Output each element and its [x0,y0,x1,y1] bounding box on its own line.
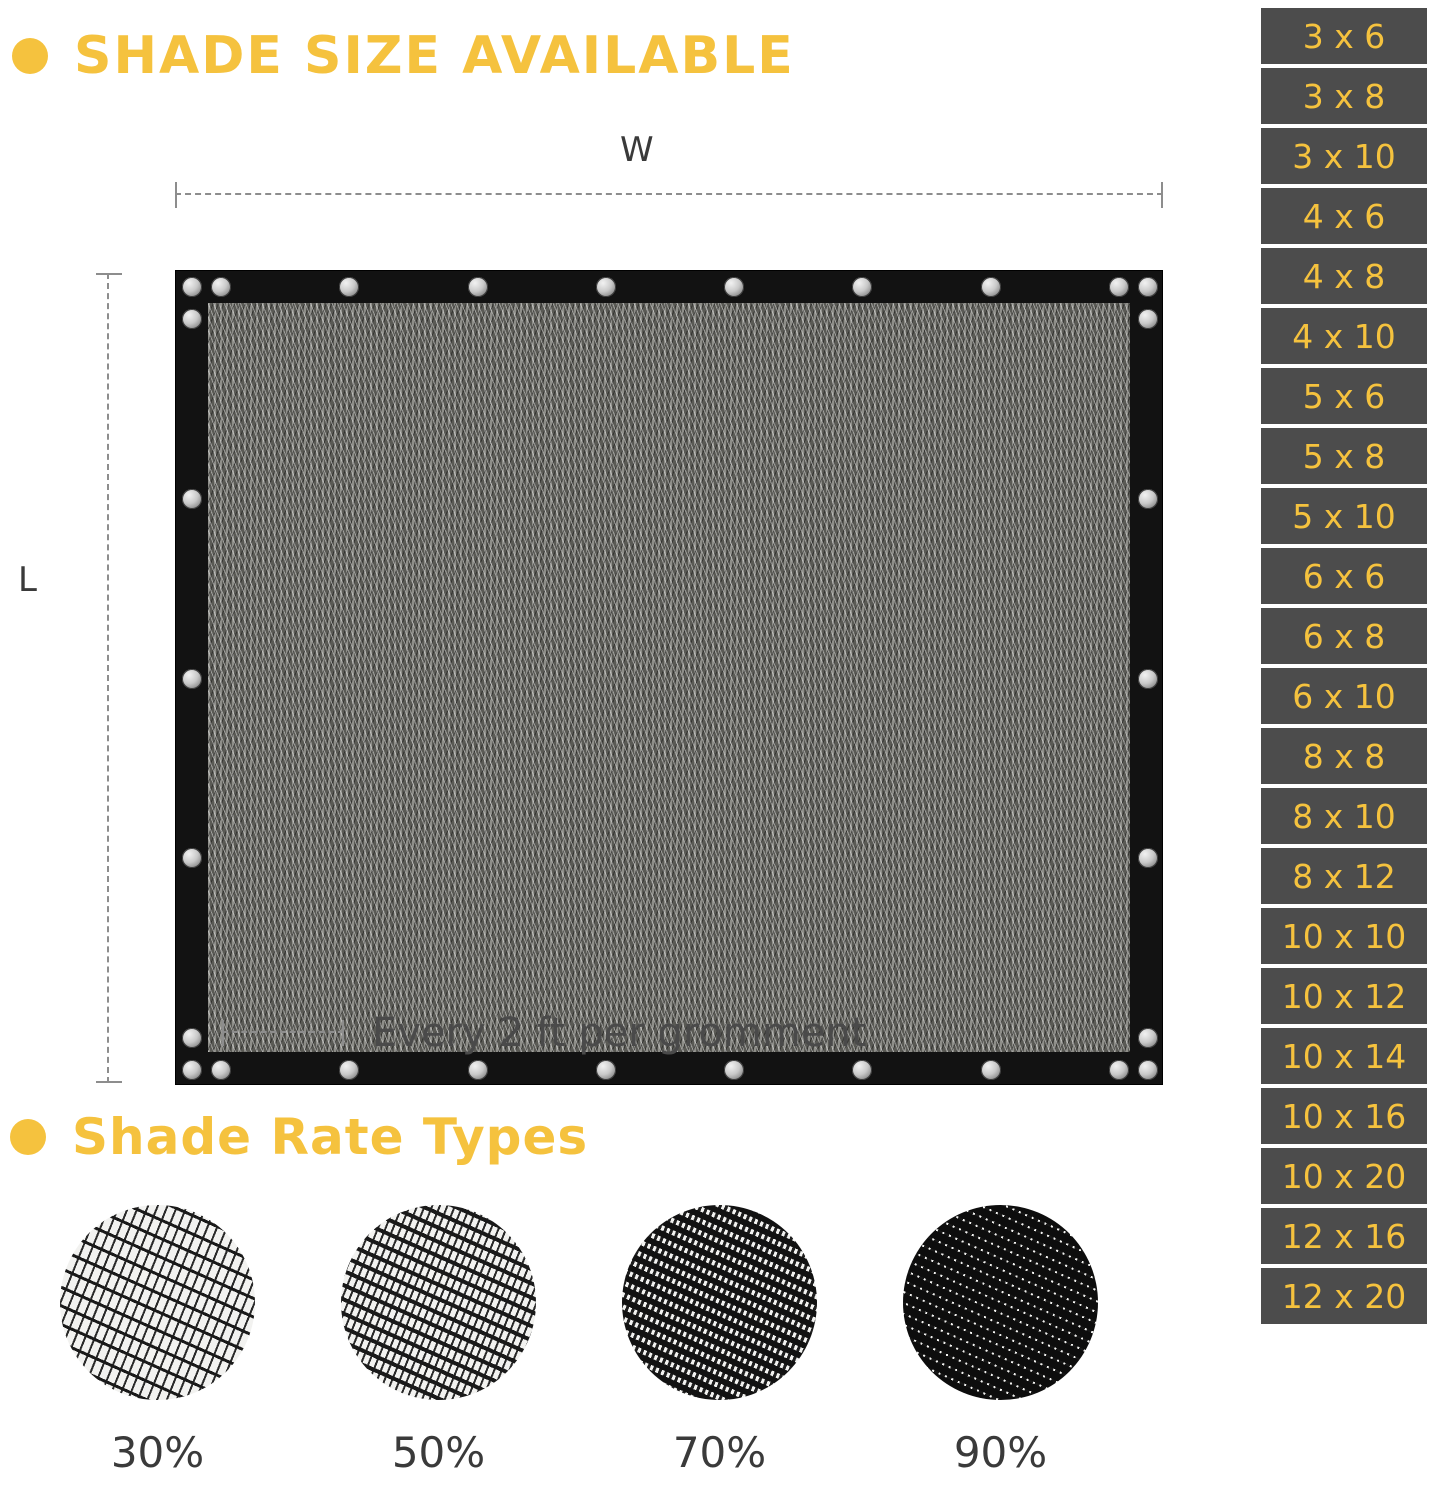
size-chip[interactable]: 6 x 6 [1261,548,1427,604]
grommet-top [724,277,744,297]
size-chip[interactable]: 10 x 16 [1261,1088,1427,1144]
bullet-icon [10,1119,46,1155]
size-chip[interactable]: 3 x 8 [1261,68,1427,124]
width-dimension-label: W [620,130,654,170]
grommet-left [182,1028,202,1048]
grommet-spacing-cap-right [342,1020,344,1046]
grommet-left [182,669,202,689]
width-dimension-line [175,193,1163,197]
size-chip[interactable]: 10 x 12 [1261,968,1427,1024]
shade-cloth-panel [175,270,1163,1085]
grommet-spacing-bar [222,1031,344,1035]
grommet-bottom [981,1060,1001,1080]
grommet-bottom [724,1060,744,1080]
grommet-bottom [852,1060,872,1080]
grommet-right [1138,1028,1158,1048]
size-chip[interactable]: 8 x 10 [1261,788,1427,844]
shade-rate-swatch [341,1205,536,1400]
grommet-right [1138,309,1158,329]
width-dimension-cap-left [175,182,177,208]
grommet-right [1138,669,1158,689]
size-chip[interactable]: 3 x 6 [1261,8,1427,64]
grommet-left [182,489,202,509]
grommet-bottom [468,1060,488,1080]
shade-rate-swatch [60,1205,255,1400]
grommet-top [1109,277,1129,297]
shade-rate-swatch-list [60,1205,1210,1477]
grommet-top [981,277,1001,297]
grommet-bottom [211,1060,231,1080]
grommet-corner-bottom-left [182,1060,202,1080]
shade-size-heading [12,26,795,86]
size-chip[interactable]: 10 x 10 [1261,908,1427,964]
size-chip[interactable]: 6 x 8 [1261,608,1427,664]
length-dimension-label: L [18,560,37,600]
grommet-spacing-label: Every 2 ft per gromment [372,1010,867,1056]
grommet-top [339,277,359,297]
size-chip[interactable]: 12 x 20 [1261,1268,1427,1324]
grommet-bottom [596,1060,616,1080]
length-dimension-cap-top [96,273,122,275]
grommet-corner-top-right [1138,277,1158,297]
grommet-left [182,309,202,329]
grommet-right [1138,489,1158,509]
grommet-top [211,277,231,297]
size-chip-list [1261,8,1427,1324]
size-chip[interactable]: 3 x 10 [1261,128,1427,184]
shade-rate-item [622,1205,817,1477]
grommet-spacing-note [222,1010,867,1056]
size-chip[interactable]: 4 x 10 [1261,308,1427,364]
size-chip[interactable]: 8 x 8 [1261,728,1427,784]
grommet-corner-bottom-right [1138,1060,1158,1080]
shade-cloth-diagram [0,120,1260,1080]
grommet-bottom [339,1060,359,1080]
length-dimension-cap-bottom [96,1081,122,1083]
size-chip[interactable]: 4 x 6 [1261,188,1427,244]
grommet-right [1138,848,1158,868]
length-dimension-line [107,273,111,1083]
shade-rate-item [60,1205,255,1477]
grommet-top [468,277,488,297]
grommet-left [182,848,202,868]
size-chip[interactable]: 4 x 8 [1261,248,1427,304]
size-chip[interactable]: 5 x 6 [1261,368,1427,424]
grommet-top [852,277,872,297]
shade-rate-label: 50% [391,1428,486,1477]
grommet-top [596,277,616,297]
shade-rate-label: 30% [110,1428,205,1477]
shade-rate-item [903,1205,1098,1477]
shade-size-heading-label: SHADE SIZE AVAILABLE [74,26,795,86]
size-chip[interactable]: 5 x 10 [1261,488,1427,544]
bullet-icon [12,38,48,74]
shade-rate-label: 90% [953,1428,1048,1477]
shade-rate-item [341,1205,536,1477]
shade-rate-swatch [622,1205,817,1400]
size-chip[interactable]: 6 x 10 [1261,668,1427,724]
grommet-corner-top-left [182,277,202,297]
shade-rate-swatch [903,1205,1098,1400]
size-chip[interactable]: 10 x 20 [1261,1148,1427,1204]
grommet-bottom [1109,1060,1129,1080]
grommet-spacing-cap-left [222,1020,224,1046]
size-chip[interactable]: 12 x 16 [1261,1208,1427,1264]
size-chip[interactable]: 8 x 12 [1261,848,1427,904]
size-chip[interactable]: 10 x 14 [1261,1028,1427,1084]
size-chip[interactable]: 5 x 8 [1261,428,1427,484]
shade-rate-label: 70% [672,1428,767,1477]
width-dimension-cap-right [1161,182,1163,208]
shade-rate-heading-label: Shade Rate Types [72,1108,589,1166]
shade-rate-heading [10,1108,588,1166]
shade-mesh-fabric [208,303,1130,1052]
